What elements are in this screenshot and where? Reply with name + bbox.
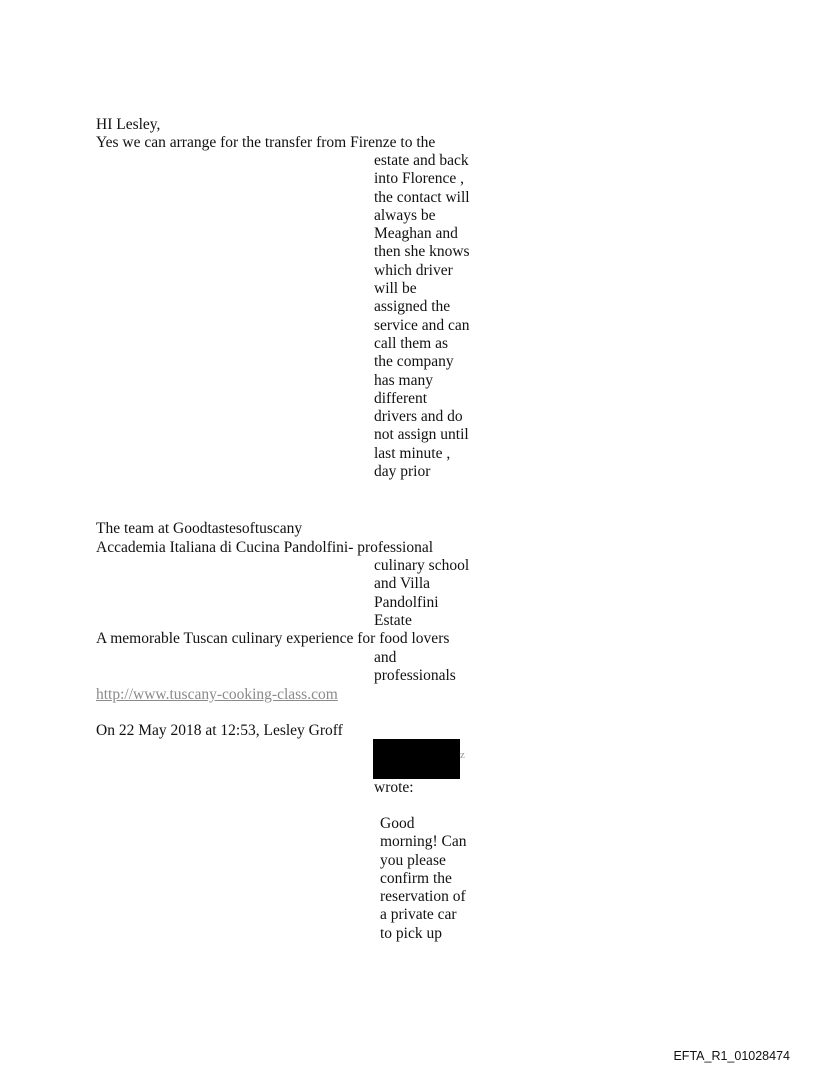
signature-academy-wrapped: [374, 557, 484, 630]
redaction-edge-glyph: z: [460, 749, 465, 761]
body-line: which driver: [374, 261, 453, 279]
email-greeting: HI Lesley,: [96, 116, 161, 133]
tagline-line: and: [374, 649, 397, 666]
quoted-line: to pick up: [380, 924, 442, 942]
academy-line: Estate: [374, 611, 412, 629]
email-body-wrapped: [374, 152, 484, 481]
academy-line: and Villa: [374, 575, 431, 593]
signature-tagline-wrapped: [374, 649, 484, 686]
quoted-line: Good: [380, 815, 415, 832]
quoted-line: confirm the: [380, 869, 452, 887]
quoted-wrote-label: wrote:: [374, 779, 414, 796]
body-line: not assign until: [374, 426, 469, 444]
quoted-message: [380, 815, 490, 943]
body-line: the contact will: [374, 188, 470, 206]
email-body-first-line: Yes we can arrange for the transfer from Firenze to the: [96, 134, 436, 151]
body-line: last minute ,: [374, 444, 451, 462]
quoted-line: you please: [380, 851, 446, 869]
body-line: drivers and do: [374, 408, 463, 426]
body-line: then she knows: [374, 243, 470, 261]
body-line: different: [374, 389, 428, 407]
quoted-header-line: On 22 May 2018 at 12:53, Lesley Groff: [96, 722, 343, 739]
quoted-line: a private car: [380, 906, 457, 924]
body-line: estate and back: [374, 152, 469, 169]
body-line: service and can: [374, 316, 470, 334]
signature-team-line: The team at Goodtastesoftuscany: [96, 520, 303, 537]
signature-academy-line: Accademia Italiana di Cucina Pandolfini- professional: [96, 539, 434, 556]
academy-line: Pandolfini: [374, 593, 439, 611]
body-line: into Florence ,: [374, 170, 464, 188]
body-line: call them as: [374, 334, 449, 352]
body-line: assigned the: [374, 298, 451, 316]
body-line: day prior: [374, 463, 431, 481]
body-line: will be: [374, 280, 417, 298]
body-line: always be: [374, 206, 436, 224]
body-line: Meaghan and: [374, 225, 458, 243]
academy-line: culinary school: [374, 557, 470, 574]
body-line: has many: [374, 371, 433, 389]
redacted-email-block: [373, 739, 460, 779]
body-line: the company: [374, 353, 454, 371]
signature-tagline: A memorable Tuscan culinary experience for food lovers: [96, 630, 450, 647]
quoted-line: reservation of: [380, 888, 466, 906]
tagline-line: professionals: [374, 667, 456, 685]
document-id-footer: EFTA_R1_01028474: [673, 1048, 790, 1063]
quoted-line: morning! Can: [380, 833, 467, 851]
website-link[interactable]: http://www.tuscany-cooking-class.com: [96, 686, 338, 703]
